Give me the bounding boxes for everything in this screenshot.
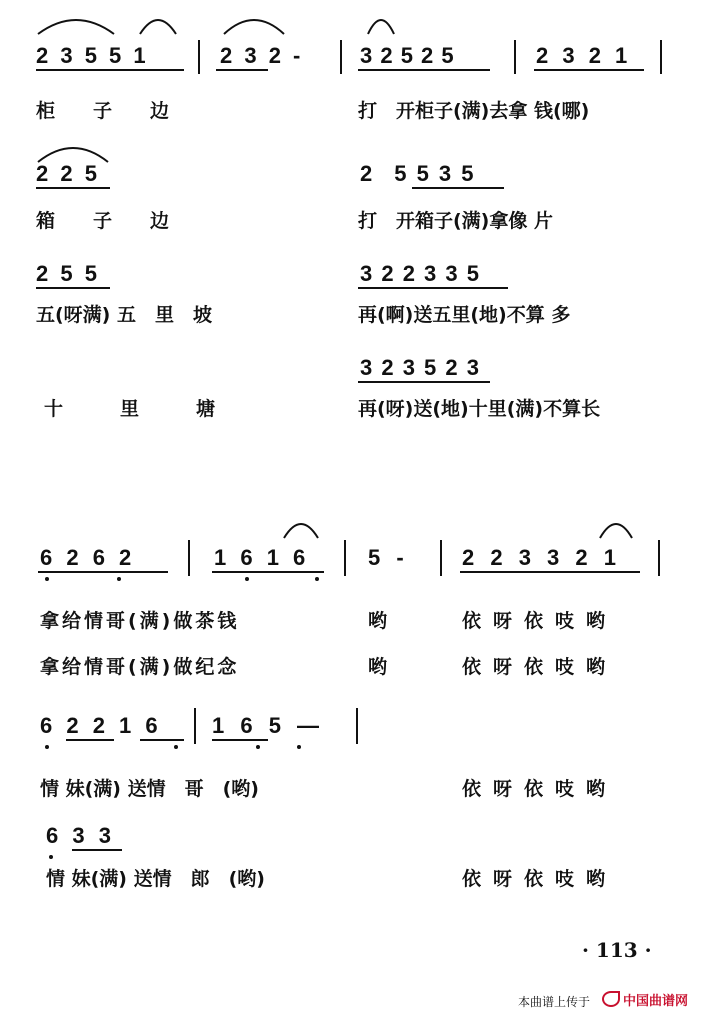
barline: [356, 708, 358, 744]
underline: [140, 739, 184, 741]
notation-measure-2: 2 3 2 -: [220, 43, 301, 68]
lyric-line: 情 妹(满) 送情 郎 (哟): [46, 868, 265, 890]
site-logo[interactable]: [602, 990, 688, 1009]
notation-measure: 6 3 3: [46, 823, 111, 848]
octave-dot: [45, 745, 49, 749]
notation-measure-3: 3 2 5 2 5: [360, 43, 454, 68]
notation-measure: 2 2 5: [36, 161, 97, 186]
octave-dot: [117, 577, 121, 581]
barline: [188, 540, 190, 576]
barline: [658, 540, 660, 576]
underline: [38, 571, 168, 573]
logo-icon: [602, 991, 620, 1007]
underline: [36, 69, 184, 71]
lyric-line: 五(呀满) 五 里 坡: [36, 304, 212, 326]
upload-note: 本曲谱上传于: [518, 995, 591, 1009]
notation-measure: 3 2 3 5 2 3: [360, 355, 479, 380]
site-logo-text: 中国曲谱网: [623, 994, 689, 1009]
underline: [212, 739, 268, 741]
underline: [36, 187, 110, 189]
slur: [222, 12, 286, 36]
lyric-line: 打 开柜子(满)去拿 钱(哪): [358, 100, 590, 122]
octave-dot: [297, 745, 301, 749]
barline: [660, 40, 662, 74]
lyric-line: 拿给情哥(满)做纪念: [40, 656, 240, 678]
underline: [212, 571, 324, 573]
underline: [358, 287, 508, 289]
notation-measure: 2 5 5: [36, 261, 97, 286]
notation-measure-2: 1 6 5 —: [212, 713, 320, 738]
notation-measure-4: 2 3 2 1: [536, 43, 628, 68]
slur: [366, 12, 396, 36]
octave-dot: [256, 745, 260, 749]
lyric-line: 依呀依吱哟: [462, 656, 618, 678]
slur: [598, 516, 634, 540]
lyric-line: 再(啊)送五里(地)不算 多: [358, 304, 571, 326]
lyric-line: 柜 子 边: [36, 100, 170, 122]
underline: [66, 739, 114, 741]
lyric-line: 再(呀)送(地)十里(满)不算长: [358, 398, 601, 420]
octave-dot: [174, 745, 178, 749]
barline: [344, 540, 346, 576]
barline: [194, 708, 196, 744]
page-number: · 113 ·: [582, 938, 652, 962]
lyric-line: 依呀依吱哟: [462, 778, 618, 800]
slur: [36, 12, 116, 36]
octave-dot: [245, 577, 249, 581]
lyric-line: 哟: [368, 656, 388, 678]
notation-measure-2: 1 6 1 6: [214, 545, 306, 570]
notation-measure-1: 6 2 2 1 6: [40, 713, 158, 738]
barline: [514, 40, 516, 74]
underline: [460, 571, 640, 573]
underline: [358, 381, 490, 383]
underline: [358, 69, 490, 71]
lyric-line: 情 妹(满) 送情 哥 (哟): [40, 778, 259, 800]
octave-dot: [315, 577, 319, 581]
lyric-line: 打 开箱子(满)拿像 片: [358, 210, 553, 232]
underline: [36, 287, 110, 289]
lyric-line: 依呀依吱哟: [462, 868, 618, 890]
underline: [216, 69, 268, 71]
underline: [412, 187, 504, 189]
notation-measure-1: 2 3 5 5 1: [36, 43, 146, 68]
notation-measure-1: 6 2 6 2: [40, 545, 132, 570]
lyric-line: 十 里 塘: [44, 398, 216, 420]
lyric-line: 拿给情哥(满)做茶钱: [40, 610, 240, 632]
barline: [440, 540, 442, 576]
underline: [72, 849, 122, 851]
notation-measure: 2 5 5 3 5: [360, 161, 474, 186]
lyric-line: 依呀依吱哟: [462, 610, 618, 632]
notation-measure: 3 2 2 3 3 5: [360, 261, 479, 286]
barline: [340, 40, 342, 74]
slur: [138, 12, 178, 36]
lyric-line: 哟: [368, 610, 388, 632]
octave-dot: [49, 855, 53, 859]
lyric-line: 箱 子 边: [36, 210, 170, 232]
notation-measure-3: 5 -: [368, 545, 404, 570]
underline: [534, 69, 644, 71]
notation-measure-4: 2 2 3 3 2 1: [462, 545, 616, 570]
barline: [198, 40, 200, 74]
slur: [282, 516, 320, 540]
octave-dot: [45, 577, 49, 581]
